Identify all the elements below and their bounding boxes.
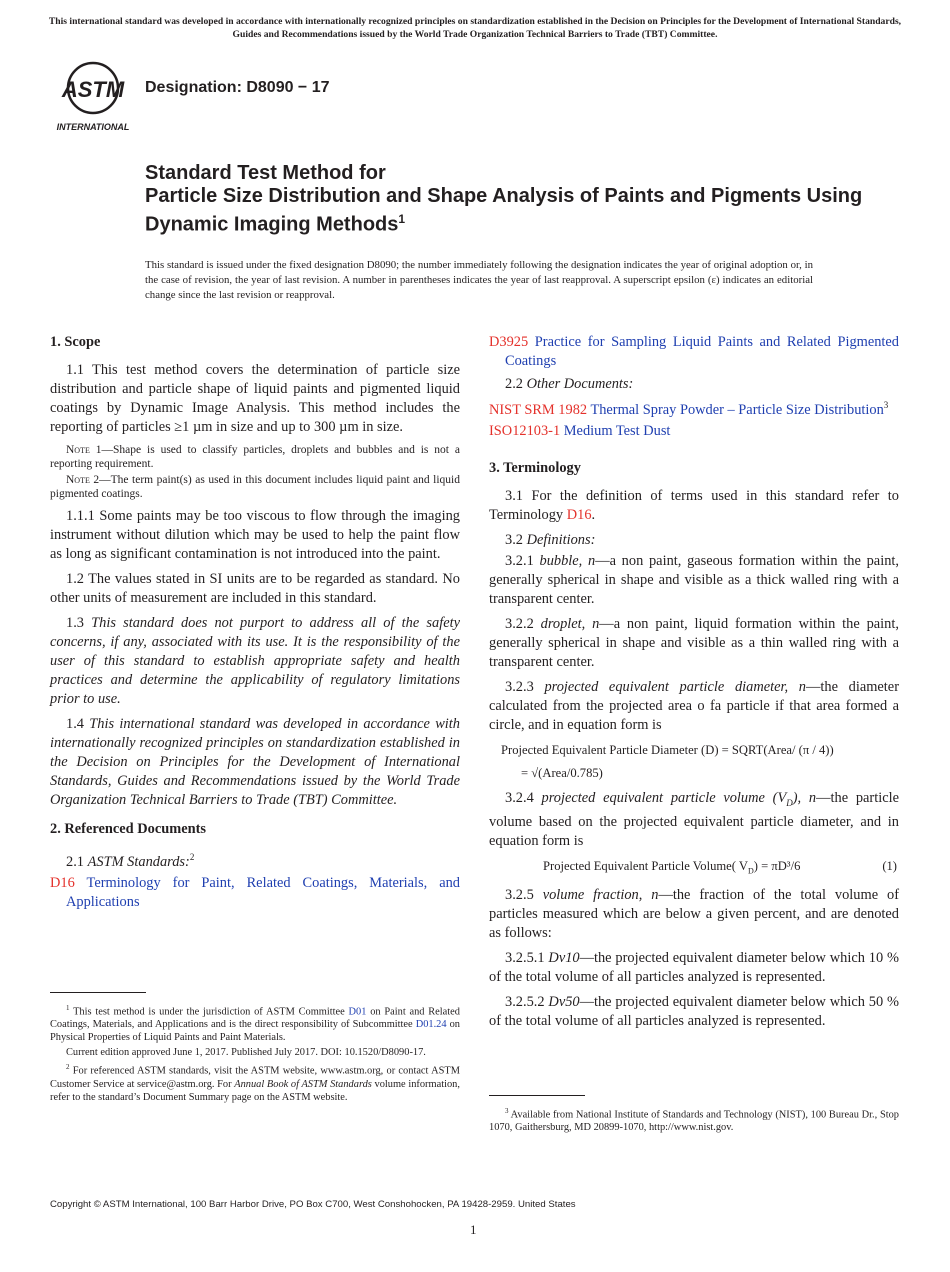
ref-d16-title[interactable]: Terminology for Paint, Related Coatings, Materials, and Applications <box>66 874 460 910</box>
para-3-2-5-text: —the fraction of the total volume of particles measured which are below a given percent, and are denoted as follows: <box>489 887 899 942</box>
fn1-link-d01[interactable]: D01 <box>348 1006 367 1018</box>
footnote-2 <box>50 1061 460 1103</box>
para-1-4 <box>50 715 460 810</box>
eq1-line2: = √(Area/0.785) <box>521 765 603 780</box>
ref-d16 <box>50 874 460 912</box>
para-3-2-4-term <box>542 790 817 806</box>
ref-d3925-title[interactable]: Practice for Sampling Liquid Paints and Related Pigmented Coatings <box>505 334 899 369</box>
para-3-2-num: 3.2 <box>505 531 523 548</box>
para-3-2-4-term-b: ), n <box>792 789 817 806</box>
para-3-1-end: . <box>591 506 596 523</box>
fn3-text: Available from National Institute of Standards and Technology (NIST), 100 Bureau Dr., Stop 1070, Gaithersburg, MD 20899-1070, http://www.nist.gov. <box>489 1109 899 1134</box>
para-1-3-num: 1.3 <box>66 615 84 631</box>
para-3-2-2-term: droplet, n <box>540 615 600 632</box>
fn1-link-d01-24[interactable]: D01.24 <box>415 1019 447 1031</box>
ref-nist-title[interactable]: Thermal Spray Powder – Particle Size Distribution <box>590 401 884 418</box>
para-2-1-num: 2.1 <box>66 853 84 870</box>
eq2-a: Projected Equivalent Particle Volume( V <box>543 858 748 873</box>
title-line1: Standard Test Method for <box>145 162 386 184</box>
para-3-2-5-1 <box>489 949 899 987</box>
ref-nist-sup: 3 <box>883 400 889 410</box>
ref-iso-code[interactable]: ISO12103-1 <box>489 422 561 439</box>
fn1-text-b: on Paint and Related Coatings, Materials, and Applications and is the direct responsibility of Subcommittee <box>50 1006 460 1031</box>
document-title <box>145 162 865 237</box>
para-3-1-text: 3.1 For the definition of terms used in this standard refer to Terminology <box>489 487 899 523</box>
para-3-2-5-1-term: Dv10 <box>548 950 580 967</box>
footnotes-left <box>50 1002 460 1106</box>
para-1-1-1: 1.1.1 Some paints may be too viscous to flow through the imaging instrument without dilution which may be used to help the paint flow as long as significant contamination is not introduced into the paint. <box>50 508 460 562</box>
para-3-2-5-term: volume fraction, n <box>542 887 659 904</box>
refdocs-heading: 2. Referenced Documents <box>50 821 206 837</box>
para-3-2-3-text: —the diameter calculated from the projected area o fa particle if that area formed a circle, and in equation form is <box>489 678 899 733</box>
para-2-1 <box>50 848 460 872</box>
para-3-2-4-num: 3.2.4 <box>505 789 534 806</box>
para-3-2-1-term: bubble, n <box>539 552 596 569</box>
fn2-text-a: For referenced ASTM standards, visit the ASTM website, www.astm.org, or contact ASTM Customer Service at service@astm.org. For <box>50 1065 460 1090</box>
eq2-b: ) = πD³/6 <box>753 858 801 873</box>
ref-iso <box>489 422 899 441</box>
para-3-2-4-sub: D <box>786 797 793 808</box>
para-1-3-text: This standard does not purport to address all of the safety concerns, if any, associated with its use. It is the responsibility of the user of this standard to establish appropriate safety and health practices and determine the applicability of regulatory limitations prior to use. <box>50 615 460 707</box>
ref-d3925-code[interactable]: D3925 <box>489 334 529 350</box>
left-column <box>50 323 460 914</box>
footnote-rule-left <box>50 992 146 993</box>
para-2-1-sup: 2 <box>189 852 195 862</box>
header-note: This international standard was developed in accordance with internationally recognized principles on standardization established in the Decision on Principles for the Development of International Standards, Guides and Recommendations issued by the World Trade Organization Technical Barriers to Trade (TBT) Committee. <box>48 16 902 40</box>
para-2-2-text: Other Documents: <box>526 376 634 392</box>
fn1-text-a: This test method is under the jurisdiction of ASTM Committee <box>73 1006 349 1018</box>
eq1-line1: Projected Equivalent Particle Diameter (D) = SQRT(Area/ (π / 4)) <box>501 742 834 757</box>
para-3-2-2-num: 3.2.2 <box>505 615 534 632</box>
footnotes-right <box>489 1105 899 1136</box>
equation-diameter <box>489 741 899 783</box>
para-3-2-5 <box>489 886 899 943</box>
para-3-2-4-term-a: projected equivalent particle volume (V <box>541 789 787 806</box>
para-1-4-num: 1.4 <box>66 716 84 732</box>
para-3-2-2 <box>489 615 899 672</box>
ref-d16-code[interactable]: D16 <box>50 874 75 891</box>
para-1-2: 1.2 The values stated in SI units are to be regarded as standard. No other units of measurement are included in this standard. <box>50 571 460 606</box>
para-1-3 <box>50 614 460 709</box>
ref-nist-code[interactable]: NIST SRM 1982 <box>489 401 588 418</box>
para-3-2-3-term: projected equivalent particle diameter, n <box>544 678 806 695</box>
footnote-1 <box>50 1002 460 1044</box>
fn1-mark: 1 <box>66 1004 70 1012</box>
right-column <box>489 333 899 1037</box>
para-3-2-2-text: —a non paint, liquid formation within the paint, generally spherical in shape and visible as a thin walled ring with a transparent center. <box>489 615 899 670</box>
para-3-2-5-2 <box>489 993 899 1031</box>
fn2-mark: 2 <box>66 1063 70 1072</box>
fn3-mark: 3 <box>505 1107 509 1115</box>
para-3-2-5-2-text: —the projected equivalent diameter below which 50 % of the total volume of all particles analyzed is represented. <box>489 994 899 1030</box>
issuance-note: This standard is issued under the fixed designation D8090; the number immediately following the designation indicates the year of original adoption or, in the case of revision, the year of last revision. A number in parentheses indicates the year of last reapproval. A superscript epsilon (ε) indicates an editorial change since the last revision or reapproval. <box>145 259 813 301</box>
page-number: 1 <box>470 1222 477 1237</box>
para-2-2 <box>489 375 899 394</box>
para-3-2-4-text: —the particle volume based on the projected equivalent particle diameter, and in equation form is <box>489 789 899 849</box>
astm-logo-mark <box>52 60 134 132</box>
equation-volume <box>489 857 899 881</box>
para-2-2-num: 2.2 <box>505 376 523 392</box>
fn1-text-c: on Physical Properties of Liquid Paints and Paint Materials. <box>50 1019 460 1044</box>
terminology-heading: 3. Terminology <box>489 459 581 476</box>
copyright-notice: Copyright © ASTM International, 100 Barr Harbor Drive, PO Box C700, West Conshohocken, PA 19428-2959. United States <box>50 1199 576 1210</box>
ref-d3925 <box>489 333 899 371</box>
note-2 <box>50 473 460 501</box>
logo-text-bottom: INTERNATIONAL <box>56 122 130 132</box>
para-1-4-text: This international standard was developed in accordance with internationally recognized principles on standardization established in the Decision on Principles for the Development of International Standards, Guides and Recommendations issued by the World Trade Organization Technical Barriers to Trade (TBT) Committee. <box>50 716 460 808</box>
eq2-sub: D <box>747 866 754 876</box>
para-3-2-5-2-term: Dv50 <box>548 994 580 1011</box>
para-3-1-link-d16[interactable]: D16 <box>566 506 592 523</box>
para-3-2-1-num: 3.2.1 <box>505 552 534 569</box>
para-1-1: 1.1 This test method covers the determination of particle size distribution and particle shape of liquid paints and pigmented liquid coatings by Dynamic Image Analysis. This method includes the reporting of particles ≥1 µm in size and up to 300 µm in size. <box>50 362 460 435</box>
para-3-2-5-num: 3.2.5 <box>505 887 534 904</box>
title-main: Particle Size Distribution and Shape Analysis of Paints and Pigments Using Dynamic Imaging Methods <box>145 185 863 236</box>
eq2-number: (1) <box>882 858 897 873</box>
note-2-label: Note 2 <box>66 474 100 486</box>
title-line2 <box>145 185 865 237</box>
footnote-3 <box>489 1105 899 1134</box>
note-2-text: —The term paint(s) as used in this document includes liquid paint and liquid pigmented coatings. <box>50 474 460 500</box>
para-3-2-1 <box>489 552 899 609</box>
scope-heading: 1. Scope <box>50 334 101 350</box>
footnote-rule-right <box>489 1095 585 1096</box>
designation: Designation: D8090 − 17 <box>145 79 330 96</box>
para-2-1-text: ASTM Standards: <box>87 853 190 870</box>
para-3-2 <box>489 531 899 550</box>
footnote-1-edition: Current edition approved June 1, 2017. Published July 2017. DOI: 10.1520/D8090-17. <box>66 1047 426 1059</box>
ref-nist <box>489 396 899 420</box>
para-3-2-3-num: 3.2.3 <box>505 678 534 695</box>
note-1-label: Note 1 <box>66 444 102 456</box>
fn2-text-b: volume information, refer to the standard’s Document Summary page on the ASTM website. <box>50 1078 460 1103</box>
astm-logo <box>52 60 134 132</box>
note-1 <box>50 443 460 471</box>
para-3-2-5-1-num: 3.2.5.1 <box>505 950 545 967</box>
logo-text-top: ASTM <box>61 77 125 102</box>
para-3-2-5-2-num: 3.2.5.2 <box>505 994 545 1011</box>
para-3-2-5-1-text: —the projected equivalent diameter below which 10 % of the total volume of all particles analyzed is represented. <box>489 950 899 986</box>
fn2-italic: Annual Book of ASTM Standards <box>234 1078 372 1090</box>
note-1-text: —Shape is used to classify particles, droplets and bubbles and is not a reporting requirement. <box>50 444 460 470</box>
para-3-2-3 <box>489 678 899 735</box>
para-3-2-1-text: —a non paint, gaseous formation within the paint, generally spherical in shape and visible as a thick walled ring with a transparent center. <box>489 552 899 607</box>
title-footnote-mark: 1 <box>398 212 406 226</box>
para-3-1 <box>489 487 899 525</box>
para-3-2-text: Definitions: <box>526 531 596 548</box>
para-3-2-4 <box>489 789 899 851</box>
ref-iso-title[interactable]: Medium Test Dust <box>563 422 671 439</box>
